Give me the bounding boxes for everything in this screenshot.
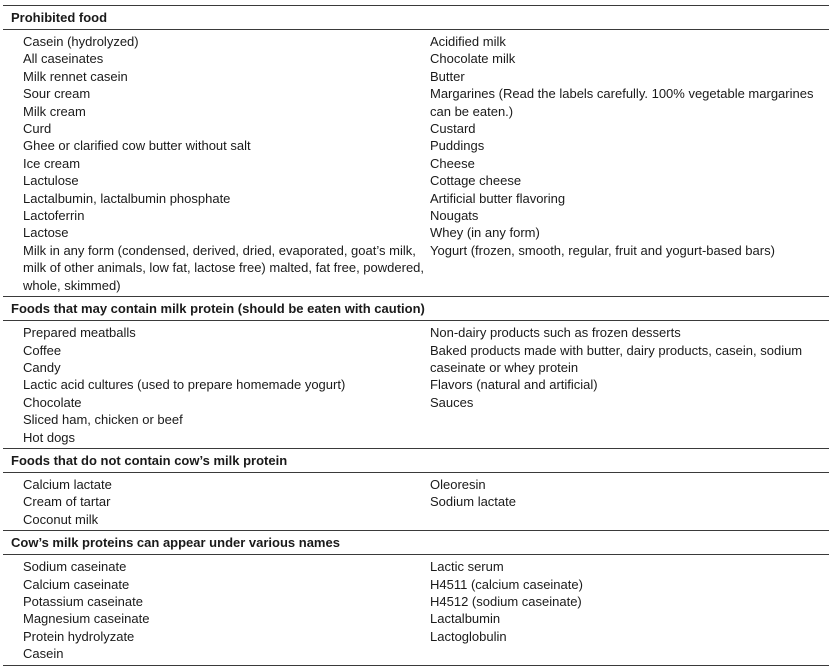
list-item: Milk rennet casein [23,68,128,84]
list-item: Custard [430,121,476,137]
table-section [3,449,829,531]
list-item: Non-dairy products such as frozen desserts [430,325,681,341]
list-item: Calcium lactate [23,476,112,492]
list-item: Lactic serum [430,559,504,575]
list-item: Sodium caseinate [23,559,127,575]
table-section [3,297,829,449]
list-item: Lactose [23,225,69,241]
list-item: Lactoferrin [23,208,85,224]
list-item: Potassium caseinate [23,593,143,609]
right-column [430,558,829,662]
section-body [3,473,829,531]
section-body [3,555,829,665]
section-body [3,321,829,449]
right-column [430,33,829,294]
right-column [430,476,829,528]
list-item: Milk in any form (condensed, derived, dried, evaporated, goat’s milk, milk of other animals, low fat, lactose free) malted, fat free, powdered, whole, skimmed) [23,242,425,293]
list-item: Chocolate milk [430,51,516,67]
list-item: Lactic acid cultures (used to prepare homemade yogurt) [23,377,346,393]
list-item: Lactalbumin, lactalbumin phosphate [23,190,231,206]
section-body [3,30,829,297]
list-item: Cottage cheese [430,173,522,189]
table-section [3,6,829,297]
section-heading: Prohibited food [3,6,829,30]
list-item: Yogurt (frozen, smooth, regular, fruit and yogurt-based bars) [430,242,775,258]
list-item: Casein [23,646,64,662]
list-item: Sliced ham, chicken or beef [23,412,183,428]
list-item: Baked products made with butter, dairy products, casein, sodium caseinate or whey protein [430,342,803,375]
list-item: Cream of tartar [23,494,111,510]
list-item: Calcium caseinate [23,576,130,592]
list-item: H4512 (sodium caseinate) [430,593,582,609]
list-item: Ice cream [23,155,81,171]
list-item: Magnesium caseinate [23,611,150,627]
list-item: Lactoglobulin [430,628,507,644]
left-column [3,324,430,446]
list-item: Whey (in any form) [430,225,540,241]
list-item: Oleoresin [430,476,486,492]
list-item: Casein (hydrolyzed) [23,34,139,49]
left-column [3,33,430,294]
list-item: Protein hydrolyzate [23,628,135,644]
list-item: Cheese [430,155,475,171]
list-item: Sodium lactate [430,494,516,510]
list-item: Prepared meatballs [23,325,136,341]
left-column [3,558,430,662]
list-item: Milk cream [23,103,86,119]
list-item: Artificial butter flavoring [430,190,566,206]
list-item: Coffee [23,342,62,358]
list-item: Sour cream [23,86,91,102]
section-heading: Cow’s milk proteins can appear under various names [3,531,829,555]
list-item: Lactulose [23,173,79,189]
list-item: H4511 (calcium caseinate) [430,576,583,592]
list-item: Coconut milk [23,511,99,527]
list-item: Sauces [430,394,474,410]
list-item: All caseinates [23,51,104,67]
list-item: Hot dogs [23,429,76,445]
section-heading: Foods that do not contain cow’s milk protein [3,449,829,473]
list-item: Margarines (Read the labels carefully. 100% vegetable margarines can be eaten.) [430,86,814,119]
list-item: Curd [23,121,52,137]
right-column [430,324,829,446]
list-item: Ghee or clarified cow butter without salt [23,138,251,154]
left-column [3,476,430,528]
list-item: Candy [23,359,61,375]
list-item: Nougats [430,208,479,224]
list-item: Flavors (natural and artificial) [430,377,598,393]
section-heading: Foods that may contain milk protein (should be eaten with caution) [3,297,829,321]
list-item: Lactalbumin [430,611,501,627]
food-table [3,5,829,666]
list-item: Puddings [430,138,485,154]
table-section [3,531,829,665]
list-item: Acidified milk [430,34,506,49]
list-item: Chocolate [23,394,82,410]
list-item: Butter [430,68,465,84]
